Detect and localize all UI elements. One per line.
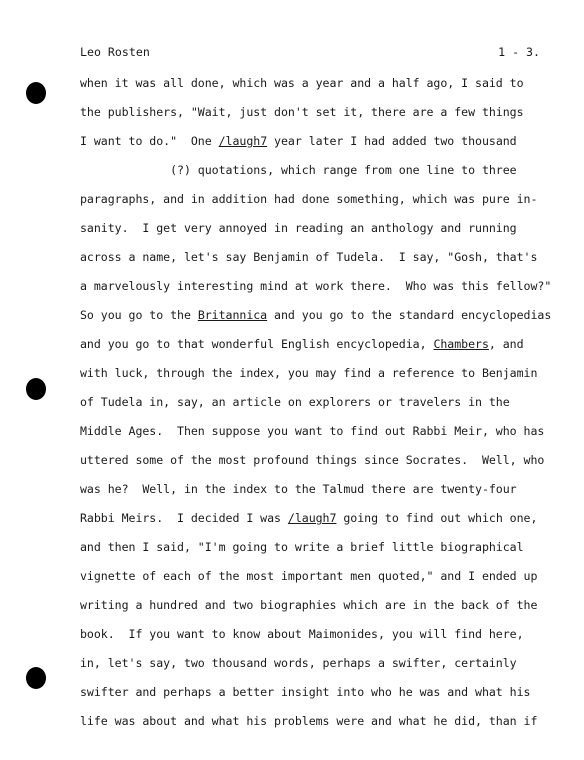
text-segment: a marvelously interesting mind at work there. Who was this fellow?" [80,279,552,293]
text-segment: (?) quotations, which range from one line to three [80,163,517,177]
text-segment: life was about and what his problems were and what he did, than if [80,714,538,728]
text-line [80,654,560,683]
text-segment: year later I had added two thousand [267,134,517,148]
text-segment: vignette of each of the most important men quoted," and I ended up [80,569,538,583]
transcript-body [80,74,560,741]
text-segment: paragraphs, and in addition had done something, which was pure in- [80,192,538,206]
text-line [80,335,560,364]
text-line [80,422,560,451]
text-line [80,306,560,335]
text-segment: when it was all done, which was a year and a half ago, I said to [80,76,524,90]
underlined-text: Britannica [197,308,268,322]
text-line [80,480,560,509]
text-segment: book. If you want to know about Maimonides, you will find here, [80,627,524,641]
text-segment: in, let's say, two thousand words, perhaps a swifter, certainly [80,656,517,670]
underlined-text: Chambers [433,337,489,351]
header-author: Leo Rosten [80,45,150,59]
text-segment: uttered some of the most profound things since Socrates. Well, who [80,453,545,467]
text-segment: with luck, through the index, you may find a reference to Benjamin [80,366,538,380]
text-segment: , and [488,337,524,351]
underlined-text: /laugh7 [218,134,268,148]
text-segment: and you go to the standard encyclopedias [267,308,552,322]
text-line [80,393,560,422]
text-segment: and then I said, "I'm going to write a brief little biographical [80,540,524,554]
binder-hole-bottom [26,667,46,689]
text-segment: I want to do." One [80,134,219,148]
underlined-text: /laugh7 [287,511,337,525]
text-line [80,219,560,248]
text-line [80,596,560,625]
text-line [80,712,560,741]
text-line [80,364,560,393]
text-segment: across a name, let's say Benjamin of Tudela. I say, "Gosh, that's [80,250,538,264]
text-segment: of Tudela in, say, an article on explorers or travelers in the [80,395,510,409]
text-line [80,277,560,306]
text-line [80,161,560,190]
text-line [80,190,560,219]
text-segment: going to find out which one, [336,511,538,525]
text-line [80,625,560,654]
binder-hole-top [26,82,46,104]
text-line [80,567,560,596]
text-line [80,683,560,712]
text-segment: the publishers, "Wait, just don't set it, there are a few things [80,105,524,119]
text-line [80,132,560,161]
text-line [80,509,560,538]
text-line [80,103,560,132]
text-line [80,248,560,277]
text-segment: Middle Ages. Then suppose you want to find out Rabbi Meir, who has [80,424,545,438]
text-segment: So you go to the [80,308,198,322]
text-line [80,538,560,567]
text-line [80,451,560,480]
text-segment: Rabbi Meirs. I decided I was [80,511,288,525]
text-segment: was he? Well, in the index to the Talmud there are twenty-four [80,482,517,496]
text-segment: and you go to that wonderful English encyclopedia, [80,337,434,351]
text-segment: sanity. I get very annoyed in reading an anthology and running [80,221,517,235]
text-segment: swifter and perhaps a better insight into who he was and what his [80,685,531,699]
header-page-number: 1 - 3. [498,45,540,59]
text-segment: writing a hundred and two biographies which are in the back of the [80,598,538,612]
text-line [80,74,560,103]
binder-hole-middle [26,378,46,400]
